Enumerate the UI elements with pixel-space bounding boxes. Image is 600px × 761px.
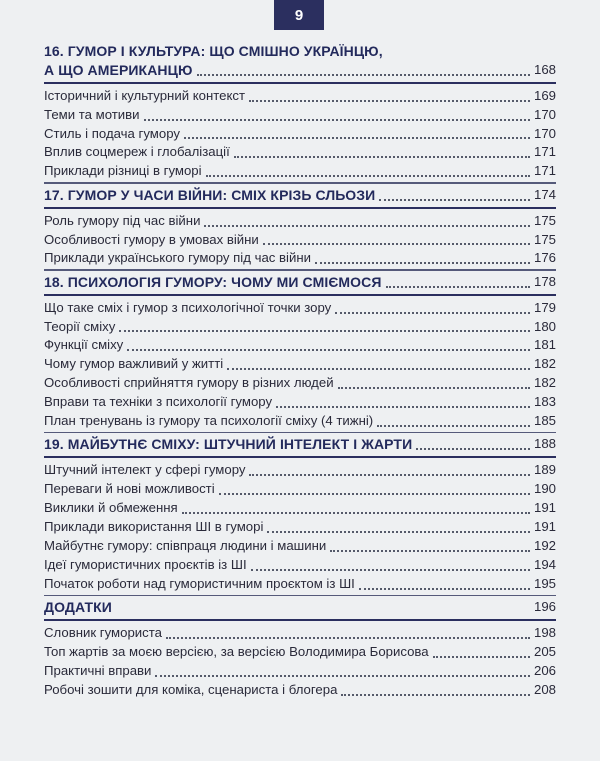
chapter-heading[interactable] xyxy=(44,61,556,80)
chapter-heading[interactable] xyxy=(44,186,556,205)
dot-leader xyxy=(416,448,530,450)
appendices xyxy=(44,598,556,699)
page-ref: 191 xyxy=(533,518,556,534)
dot-leader xyxy=(234,156,530,158)
page-ref: 196 xyxy=(533,599,556,615)
dot-leader xyxy=(144,119,530,121)
dot-leader xyxy=(251,569,530,571)
chapter-heading[interactable] xyxy=(44,273,556,292)
toc-item[interactable] xyxy=(44,518,556,537)
chapter-heading[interactable] xyxy=(44,598,556,617)
dot-leader xyxy=(166,637,530,639)
toc-item[interactable] xyxy=(44,461,556,480)
toc-item[interactable] xyxy=(44,106,556,125)
toc-item[interactable] xyxy=(44,624,556,643)
page-ref: 182 xyxy=(533,356,556,372)
divider xyxy=(44,619,556,621)
toc-item-title: Теорії сміху xyxy=(44,318,116,334)
page-ref: 198 xyxy=(533,624,556,640)
toc-item-title: Функції сміху xyxy=(44,337,124,353)
dot-leader xyxy=(335,312,530,314)
toc-item[interactable] xyxy=(44,393,556,412)
toc-item-title: Приклади використання ШІ в гуморі xyxy=(44,518,264,534)
divider xyxy=(44,82,556,84)
toc-item-title: Історичний і культурний контекст xyxy=(44,87,246,103)
toc-item-title: Особливості сприйняття гумору в різних людей xyxy=(44,375,334,391)
page-ref: 174 xyxy=(533,186,556,202)
dot-leader xyxy=(315,262,530,264)
divider xyxy=(44,595,556,597)
dot-leader xyxy=(377,425,530,427)
toc-item-title: Стиль і подача гумору xyxy=(44,125,180,141)
chapter-18 xyxy=(44,273,556,434)
toc-item[interactable] xyxy=(44,249,556,268)
toc-item[interactable] xyxy=(44,87,556,106)
chapter-title-line xyxy=(44,42,556,61)
toc-item[interactable] xyxy=(44,143,556,162)
toc-item-title: Роль гумору під час війни xyxy=(44,212,201,228)
toc-item-title: План тренувань із гумору та психології сміху (4 тижні) xyxy=(44,413,374,429)
dot-leader xyxy=(197,74,530,76)
dot-leader xyxy=(267,531,530,533)
page-ref: 176 xyxy=(533,250,556,266)
dot-leader xyxy=(249,474,530,476)
chapter-19 xyxy=(44,435,556,596)
chapter-heading[interactable] xyxy=(44,435,556,454)
dot-leader xyxy=(359,588,530,590)
page-ref: 170 xyxy=(533,125,556,141)
page-ref: 168 xyxy=(533,61,556,77)
page-ref: 191 xyxy=(533,500,556,516)
dot-leader xyxy=(338,387,530,389)
chapter-16 xyxy=(44,42,556,184)
toc-item[interactable] xyxy=(44,336,556,355)
toc-item[interactable] xyxy=(44,125,556,144)
toc-item[interactable] xyxy=(44,681,556,700)
toc-item[interactable] xyxy=(44,537,556,556)
dot-leader xyxy=(204,225,530,227)
toc-item[interactable] xyxy=(44,575,556,594)
page-ref: 185 xyxy=(533,413,556,429)
page-ref: 180 xyxy=(533,318,556,334)
toc-item-title: Робочі зошити для коміка, сценариста і блогера xyxy=(44,681,338,697)
toc-item[interactable] xyxy=(44,556,556,575)
page-ref: 171 xyxy=(533,163,556,179)
toc-item-title: Топ жартів за моєю версією, за версією Володимира Борисова xyxy=(44,643,429,659)
toc-item-title: Приклади українського гумору під час війни xyxy=(44,250,312,266)
toc-item-title: Початок роботи над гумористичним проєктом із ШІ xyxy=(44,575,355,591)
toc-item[interactable] xyxy=(44,299,556,318)
page-ref: 182 xyxy=(533,375,556,391)
dot-leader xyxy=(155,675,530,677)
page-ref: 195 xyxy=(533,575,556,591)
toc-item-title: Вплив соцмереж і глобалізації xyxy=(44,144,230,160)
dot-leader xyxy=(433,656,530,658)
divider xyxy=(44,269,556,271)
page-ref: 175 xyxy=(533,231,556,247)
dot-leader xyxy=(276,406,530,408)
page-ref: 175 xyxy=(533,212,556,228)
toc-item[interactable] xyxy=(44,412,556,431)
page-ref: 189 xyxy=(533,462,556,478)
toc-item-title: Переваги й нові можливості xyxy=(44,481,215,497)
chapter-17 xyxy=(44,186,556,271)
toc-item-title: Штучний інтелект у сфері гумору xyxy=(44,462,246,478)
chapter-title: 18. ПСИХОЛОГІЯ ГУМОРУ: ЧОМУ МИ СМІЄМОСЯ xyxy=(44,273,382,290)
divider xyxy=(44,207,556,209)
dot-leader xyxy=(379,199,530,201)
toc-item-title: Особливості гумору в умовах війни xyxy=(44,231,259,247)
toc-item-title: Практичні вправи xyxy=(44,662,152,678)
dot-leader xyxy=(119,330,530,332)
dot-leader xyxy=(182,512,530,514)
dot-leader xyxy=(263,243,530,245)
dot-leader xyxy=(386,286,530,288)
chapter-title: 19. МАЙБУТНЄ СМІХУ: ШТУЧНИЙ ІНТЕЛЕКТ І ЖАРТИ xyxy=(44,436,413,453)
dot-leader xyxy=(341,694,530,696)
divider xyxy=(44,182,556,184)
table-of-contents xyxy=(44,42,556,700)
divider xyxy=(44,294,556,296)
page-ref: 183 xyxy=(533,394,556,410)
page-number-badge: 9 xyxy=(274,0,324,30)
toc-item-title: Чому гумор важливий у житті xyxy=(44,356,224,372)
toc-item-title: Майбутнє гумору: співпраця людини і машини xyxy=(44,537,327,553)
dot-leader xyxy=(330,550,530,552)
toc-item-title: Що таке сміх і гумор з психологічної точки зору xyxy=(44,299,332,315)
page-ref: 205 xyxy=(533,643,556,659)
page-ref: 206 xyxy=(533,662,556,678)
page-ref: 170 xyxy=(533,106,556,122)
dot-leader xyxy=(116,611,530,613)
divider xyxy=(44,432,556,434)
page-ref: 181 xyxy=(533,337,556,353)
toc-item-title: Виклики й обмеження xyxy=(44,500,178,516)
chapter-title: 17. ГУМОР У ЧАСИ ВІЙНИ: СМІХ КРІЗЬ СЛЬОЗИ xyxy=(44,186,376,203)
page-ref: 179 xyxy=(533,299,556,315)
toc-item-title: Словник гумориста xyxy=(44,624,162,640)
toc-item[interactable] xyxy=(44,499,556,518)
page-ref: 190 xyxy=(533,481,556,497)
toc-item-title: Приклади різниці в гуморі xyxy=(44,163,202,179)
toc-item[interactable] xyxy=(44,643,556,662)
toc-item-title: Ідеї гумористичних проєктів із ШІ xyxy=(44,556,247,572)
dot-leader xyxy=(227,368,530,370)
dot-leader xyxy=(127,349,530,351)
toc-item[interactable] xyxy=(44,662,556,681)
chapter-title: ДОДАТКИ xyxy=(44,599,112,616)
toc-item[interactable] xyxy=(44,480,556,499)
page-ref: 188 xyxy=(533,436,556,452)
toc-item[interactable] xyxy=(44,231,556,250)
chapter-title: А ЩО АМЕРИКАНЦЮ xyxy=(44,61,193,78)
toc-item-title: Теми та мотиви xyxy=(44,106,140,122)
page-ref: 194 xyxy=(533,556,556,572)
page-ref: 208 xyxy=(533,681,556,697)
toc-item[interactable] xyxy=(44,162,556,181)
page-ref: 171 xyxy=(533,144,556,160)
dot-leader xyxy=(249,100,530,102)
toc-item[interactable] xyxy=(44,212,556,231)
chapter-title: 16. ГУМОР І КУЛЬТУРА: ЩО СМІШНО УКРАЇНЦЮ, xyxy=(44,43,383,59)
toc-item[interactable] xyxy=(44,355,556,374)
divider xyxy=(44,456,556,458)
dot-leader xyxy=(184,137,530,139)
toc-item[interactable] xyxy=(44,374,556,393)
toc-item-title: Вправи та техніки з психології гумору xyxy=(44,394,273,410)
dot-leader xyxy=(206,175,530,177)
dot-leader xyxy=(219,493,530,495)
page-ref: 178 xyxy=(533,273,556,289)
page-ref: 192 xyxy=(533,537,556,553)
page-ref: 169 xyxy=(533,87,556,103)
toc-item[interactable] xyxy=(44,318,556,337)
